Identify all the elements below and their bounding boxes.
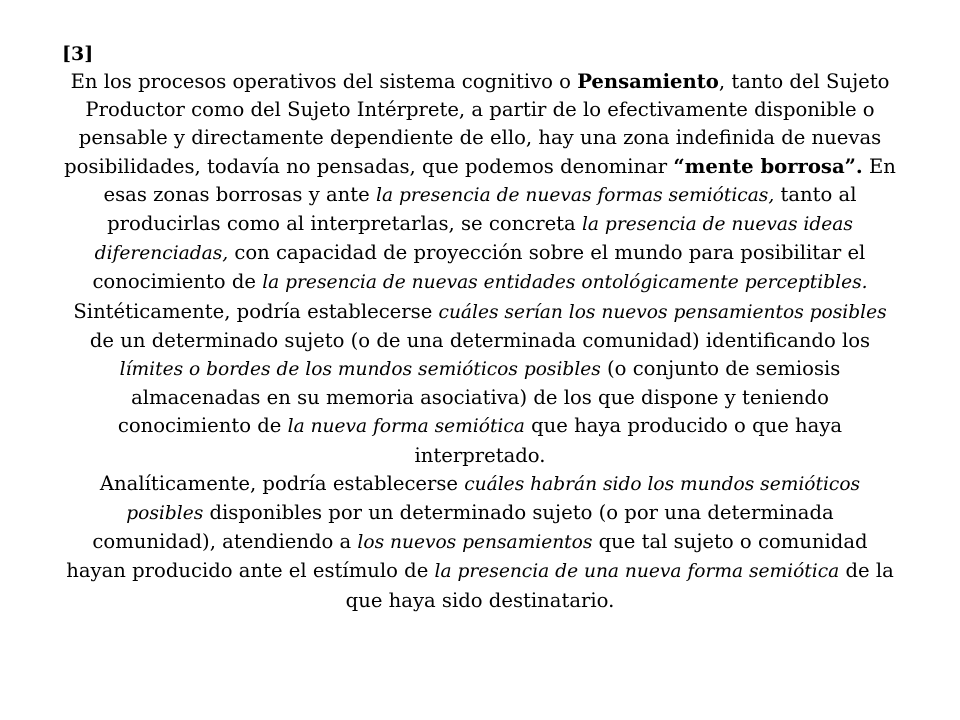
text-run: con capacidad de proyección sobre el mundo para posibilitar el conocimiento de xyxy=(92,241,866,294)
term-pensamiento: Pensamiento xyxy=(577,70,719,93)
text-run: de la que haya sido destinatario. xyxy=(345,559,894,612)
text-run: , tanto del Sujeto Productor como del Sujeto Intérprete, a partir de lo efectivamente disponible o pensable y directamente dependiente de ello, hay una zona indefinida de nuevas posibilidades, todavía no pensadas, que podemos denominar xyxy=(64,70,890,178)
emphasis-run: la presencia de nuevas entidades ontológicamente perceptibles. xyxy=(262,272,868,294)
emphasis-run: la nueva forma semiótica xyxy=(287,416,525,438)
text-run: tanto al producirlas como al interpretarlas, se concreta xyxy=(107,182,857,236)
paragraph-analiticamente xyxy=(62,470,898,615)
emphasis-run: los nuevos pensamientos xyxy=(357,532,593,554)
emphasis-run: la presencia de nuevas ideas diferenciadas, xyxy=(94,214,853,265)
text-run: disponibles por un determinado sujeto (o por una determinada comunidad), atendiendo a xyxy=(92,501,834,554)
text-run: (o conjunto de semiosis almacenadas en su memoria asociativa) de los que dispone y teniendo conocimiento de xyxy=(117,357,841,438)
text-run: En esas zonas borrosas y ante xyxy=(103,154,896,206)
emphasis-run: cuáles habrán sido los mundos semióticos posibles xyxy=(126,473,861,525)
emphasis-run: cuáles serían los nuevos pensamientos posibles xyxy=(438,301,887,323)
paragraph-mente-borrosa xyxy=(62,68,898,298)
emphasis-run: límites o bordes de los mundos semióticos posibles xyxy=(119,359,601,381)
section-label: [3] xyxy=(62,43,94,65)
term-mente-borrosa: “mente borrosa”. xyxy=(673,154,863,178)
text-run: que tal sujeto o comunidad hayan producido ante el estímulo de xyxy=(66,530,868,583)
emphasis-run: la presencia de nuevas formas semióticas, xyxy=(376,184,775,206)
text-run: Sintéticamente, podría establecerse xyxy=(73,299,439,323)
text-run: Analíticamente, podría establecerse xyxy=(99,471,465,495)
document-body xyxy=(62,40,898,615)
paragraph-sinteticamente xyxy=(62,298,898,470)
text-run: de un determinado sujeto (o de una determinada comunidad) identificando los xyxy=(89,328,871,352)
emphasis-run: la presencia de una nueva forma semiótica xyxy=(434,561,840,583)
text-run: En los procesos operativos del sistema cognitivo o xyxy=(70,70,578,93)
text-run: que haya producido o que haya interpretado. xyxy=(414,414,843,467)
